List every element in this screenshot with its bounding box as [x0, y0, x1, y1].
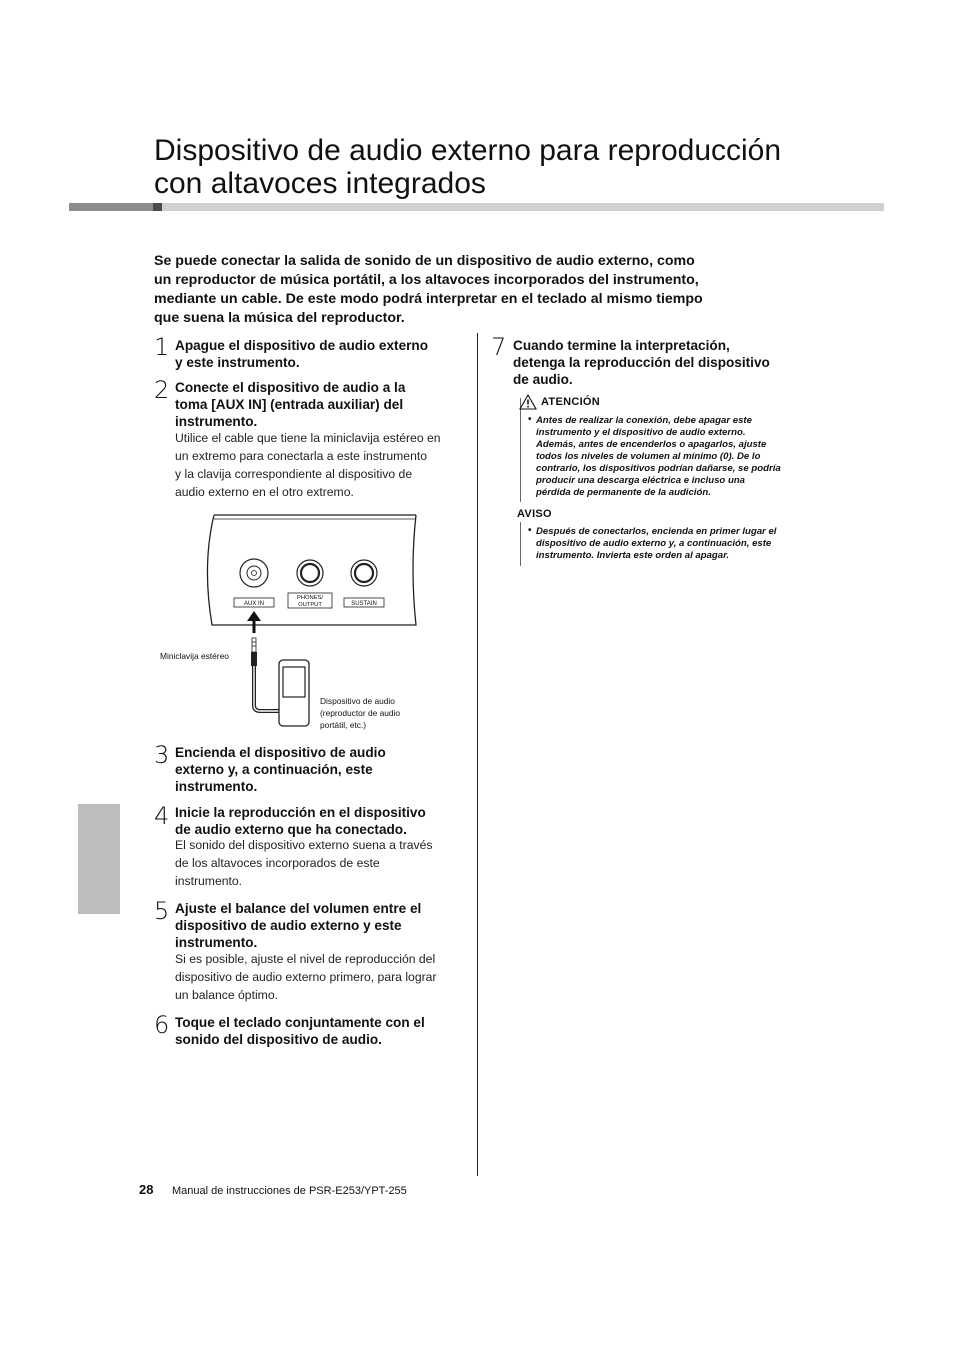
intro-line: que suena la música del reproductor. [154, 310, 405, 326]
device-label-1: Dispositivo de audio [320, 696, 395, 706]
step-title-line: de audio externo que ha conectado. [175, 822, 407, 837]
step-title-line: Cuando termine la interpretación, [513, 338, 730, 353]
connection-diagram [150, 505, 470, 740]
title-rule-dark [69, 203, 153, 211]
step-7-title [513, 337, 770, 388]
notice-heading: AVISO [517, 508, 552, 520]
step-5-body [175, 950, 437, 1004]
step-number-4: 4 [154, 802, 170, 830]
step-body-line: instrumento. [175, 874, 243, 888]
step-body-line: El sonido del dispositivo externo suena a través [175, 838, 433, 852]
audio-device-icon [279, 660, 309, 726]
device-label-2: (reproductor de audio [320, 708, 401, 718]
step-title-line: toma [AUX IN] (entrada auxiliar) del [175, 397, 404, 412]
notice-line: instrumento. Invierta este orden al apagar. [536, 550, 729, 561]
step-number-1: 1 [154, 333, 170, 361]
intro-line: un reproductor de música portátil, a los altavoces incorporados del instrumento, [154, 272, 699, 288]
stereo-mini-plug-icon [251, 638, 257, 666]
step-title-line: y este instrumento. [175, 355, 300, 370]
step-5-title [175, 900, 421, 951]
step-number-6: 6 [154, 1011, 170, 1039]
step-body-line: audio externo en el otro extremo. [175, 485, 354, 499]
sustain-jack-icon [351, 560, 377, 586]
insert-arrow-icon [247, 611, 261, 633]
step-4-title [175, 804, 426, 838]
step-title-line: Ajuste el balance del volumen entre el [175, 901, 422, 916]
column-divider [477, 333, 478, 1176]
step-3-title [175, 744, 386, 795]
step-1-title [175, 337, 428, 371]
step-title-line: instrumento. [175, 935, 258, 950]
title-line-1: Dispositivo de audio externo para reproducción [154, 134, 782, 167]
step-title-line: sonido del dispositivo de audio. [175, 1032, 382, 1047]
sustain-label: SUSTAIN [351, 601, 377, 607]
step-2-title [175, 379, 405, 430]
caution-line: instrumento y el dispositivo de audio externo. [536, 427, 746, 438]
caution-line: Antes de realizar la conexión, debe apagar este [536, 415, 752, 426]
warning-triangle-icon [519, 394, 537, 410]
step-number-3: 3 [154, 741, 170, 769]
step-body-line: de los altavoces incorporados de este [175, 856, 380, 870]
step-body-line: un extremo para conectarla a este instrumento [175, 449, 428, 463]
step-title-line: instrumento. [175, 779, 258, 794]
step-body-line: Utilice el cable que tiene la miniclavija estéreo en [175, 431, 441, 445]
step-body-line: y la clavija correspondiente al dispositivo de [175, 467, 413, 481]
phones-output-label-1: PHONES/ [296, 595, 324, 601]
notice-line: Después de conectarlos, encienda en primer lugar el [536, 526, 777, 537]
intro-paragraph [154, 252, 794, 328]
step-title-line: dispositivo de audio externo y este [175, 918, 402, 933]
caution-line: producir una descarga eléctrica e incluso una [536, 475, 746, 486]
step-title-line: detenga la reproducción del dispositivo [513, 355, 770, 370]
step-title-line: de audio. [513, 372, 573, 387]
step-title-line: Conecte el dispositivo de audio a la [175, 380, 406, 395]
notice-line: dispositivo de audio externo y, a continuación, este [536, 538, 772, 549]
step-title-line: Encienda el dispositivo de audio [175, 745, 386, 760]
aux-in-jack-icon [240, 559, 268, 587]
caution-side-bar [520, 398, 521, 502]
aux-in-label: AUX IN [243, 601, 265, 607]
step-2-body [175, 429, 441, 501]
footer-manual-title: Manual de instrucciones de PSR-E253/YPT-255 [172, 1185, 407, 1197]
intro-line: mediante un cable. De este modo podrá interpretar en el teclado al mismo tiempo [154, 291, 703, 307]
step-number-7: 7 [491, 333, 507, 361]
step-number-2: 2 [154, 376, 170, 404]
step-body-line: dispositivo de audio externo primero, para lograr [175, 970, 437, 984]
step-title-line: instrumento. [175, 414, 258, 429]
mini-plug-label: Miniclavija estéreo [160, 651, 229, 661]
step-number-5: 5 [154, 897, 170, 925]
step-body-line: Si es posible, ajuste el nivel de reproducción del [175, 952, 436, 966]
page-title [154, 134, 854, 200]
notice-text [536, 526, 776, 562]
caution-line: pérdida de permanente de la audición. [536, 487, 711, 498]
step-6-title [175, 1014, 425, 1048]
phones-output-label-2: OUTPUT [298, 602, 322, 608]
phones-output-jack-icon [297, 560, 323, 586]
page-number: 28 [139, 1182, 154, 1197]
title-rule-light [162, 203, 884, 211]
step-title-line: externo y, a continuación, este [175, 762, 373, 777]
section-side-tab [78, 804, 120, 914]
step-title-line: Toque el teclado conjuntamente con el [175, 1015, 425, 1030]
title-line-2: con altavoces integrados [154, 167, 486, 200]
device-label-3: portátil, etc.) [320, 720, 367, 730]
intro-line: Se puede conectar la salida de sonido de un dispositivo de audio externo, como [154, 253, 695, 269]
caution-line: Además, antes de encenderlos o apagarlos, ajuste [536, 439, 767, 450]
step-title-line: Apague el dispositivo de audio externo [175, 338, 429, 353]
caution-line: todos los niveles de volumen al mínimo (0). De lo [536, 451, 761, 462]
step-title-line: Inicie la reproducción en el dispositivo [175, 805, 426, 820]
step-4-body [175, 836, 432, 890]
notice-side-bar [520, 522, 521, 566]
instrument-panel-outline [207, 515, 416, 625]
caution-line: contrario, los dispositivos podrían dañarse, se podría [536, 463, 781, 474]
caution-text [536, 415, 781, 499]
notice-bullet: • [528, 525, 532, 536]
caution-bullet: • [528, 414, 532, 425]
step-body-line: un balance óptimo. [175, 988, 278, 1002]
caution-heading: ATENCIÓN [541, 396, 601, 408]
title-rule-marker [153, 203, 162, 211]
